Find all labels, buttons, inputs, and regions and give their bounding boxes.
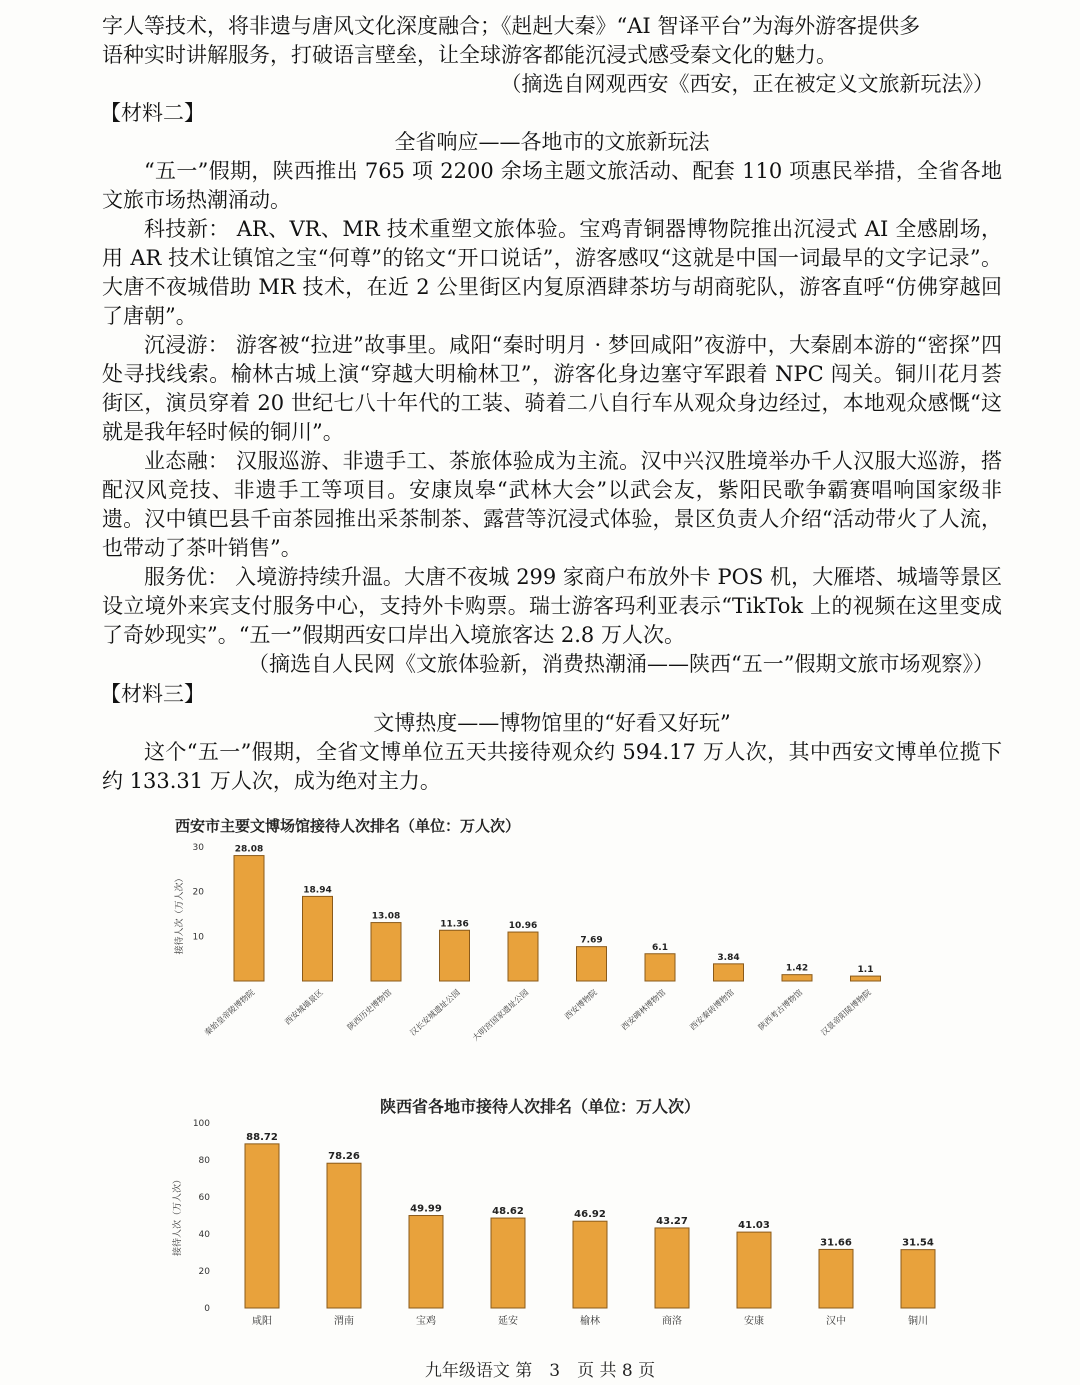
material2-heading: 全省响应——各地市的文旅新玩法 [394,130,710,154]
chart1-bar [508,932,538,981]
chart2-category-label: 汉中 [826,1316,846,1327]
chart2-bar [245,1144,279,1308]
chart2-bar [327,1163,361,1308]
chart2-category-label: 宝鸡 [416,1316,436,1327]
chart1-category-label: 秦始皇帝陵博物院 [202,987,257,1038]
chart2-bar [655,1228,689,1308]
chart2-bar [901,1250,935,1308]
chart2-value-label: 43.27 [656,1215,688,1227]
material2-tech: 科技新： AR、VR、MR 技术重塑文旅体验。宝鸡青铜器博物院推出沉浸式 AI 全感剧场，用 AR 技术让镇馆之宝“何尊”的铭文“开口说话”，游客感叹“这就是中国一词最早的文字记录”。大唐不夜城借助 MR 技术，在近 2 公里街区内复原酒肆茶坊与胡商驼队，游客直呼“仿佛穿越回了唐朝”。 [102,217,1002,328]
chart2-bar [409,1216,443,1308]
chart2-value-label: 31.54 [902,1237,934,1249]
page-footer: 九年级语文 第 3 页 共 8 页 [424,1361,656,1381]
chart1-bar [645,954,675,981]
chart2-bar [573,1221,607,1308]
chart2-category-label: 延安 [498,1316,518,1327]
chart1-category-label: 西安碑林博物馆 [619,987,668,1032]
chart1-ytick: 10 [192,932,204,943]
chart2-category-label: 商洛 [662,1316,682,1327]
chart1-svg [0,835,1080,1095]
chart2-value-label: 48.62 [492,1206,524,1218]
chart2-ytick: 80 [198,1156,210,1166]
chart1-value-label: 1.42 [785,963,809,974]
chart2-value-label: 31.66 [820,1237,852,1249]
chart1-value-label: 13.08 [371,911,401,922]
chart1-category-label: 陕西历史博物馆 [345,987,394,1032]
chart1-category-label: 大明宫国家遗址公园 [470,987,531,1043]
chart2-category-label: 铜川 [908,1316,928,1327]
chart1-ytick: 20 [192,887,204,898]
chart1-title: 西安市主要文博场馆接待人次排名（单位：万人次） [175,817,521,835]
chart1-bar [303,896,333,981]
chart2-value-label: 46.92 [574,1209,606,1221]
material3 [102,680,1002,796]
material3-heading: 文博热度——博物馆里的“好看又好玩” [373,711,731,735]
material2-intro: “五一”假期，陕西推出 765 项 2200 余场主题文旅活动、配套 110 项惠民举措，全省各地文旅市场热潮涌动。 [102,159,1002,212]
material1-line2: 语种实时讲解服务，打破语言壁垒，让全球游客都能沉浸式感受秦文化的魅力。 [102,43,837,67]
material1-source: （摘选自网观西安《西安，正在被定义文旅新玩法》） [500,72,994,96]
chart1-category-label: 汉景帝阳陵博物院 [819,987,873,1038]
material3-tag: 【材料三】 [100,682,205,706]
chart1-bar [440,930,470,981]
chart2-bar [819,1249,853,1308]
chart2-value-label: 49.99 [410,1203,442,1215]
chart1-value-label: 11.36 [440,919,469,930]
chart2-ytick: 100 [192,1119,210,1129]
chart2-value-label: 41.03 [738,1220,770,1232]
chart2-ytick: 60 [198,1193,210,1203]
chart1-bar [782,975,812,981]
chart1-value-label: 18.94 [303,885,332,896]
chart2-value-label: 88.72 [246,1131,278,1143]
material2-fusion: 业态融： 汉服巡游、非遗手工、茶旅体验成为主流。汉中兴汉胜境举办千人汉服大巡游，搭配汉风竞技、非遗手工等项目。安康岚皋“武林大会”以武会友，紫阳民歌争霸赛唱响国家级非遗。汉中镇巴县千亩茶园推出采茶制茶、露营等沉浸式体验，景区负责人介绍“活动带火了人流，也带动了茶叶销售”。 [102,449,1002,560]
material2-service: 服务优： 入境游持续升温。大唐不夜城 299 家商户布放外卡 POS 机，大雁塔、城墙等景区设立境外来宾支付服务中心，支持外卡购票。瑞士游客玛利亚表示“TikTok 上的视频在这里变成了奇妙现实”。“五一”假期西安口岸出入境旅客达 2.8 万人次。 [102,565,1002,647]
chart1-value-label: 3.84 [717,952,740,963]
chart2-ytick: 40 [198,1230,210,1240]
chart1-bar [851,976,881,981]
chart2-title: 陕西省各地市接待人次排名（单位：万人次） [379,1097,700,1116]
material2-tag: 【材料二】 [100,101,205,125]
material2 [102,99,1002,679]
chart2-svg [0,1118,1080,1348]
chart1-ytick: 30 [192,843,204,853]
material2-immersive: 沉浸游： 游客被“拉进”故事里。咸阳“秦时明月 · 梦回咸阳”夜游中，大秦剧本游的“密探”四处寻找线索。榆林古城上演“穿越大明榆林卫”，游客化身边塞守军跟着 NPC 闯关。铜川花月荟街区，演员穿着 20 世纪七八十年代的工装、骑着二八自行车从观众身边经过，本地观众感慨“这就是我年轻时候的铜川”。 [102,333,1002,444]
material3-intro: 这个“五一”假期，全省文博单位五天共接待观众约 594.17 万人次，其中西安文博单位揽下约 133.31 万人次，成为绝对主力。 [102,740,1002,793]
chart2-category-label: 榆林 [580,1316,600,1327]
chart1-category-label: 西安博物院 [563,987,599,1022]
chart1-category-label: 汉长安城遗址公园 [408,987,462,1038]
material1-tail [102,12,1002,99]
chart1-bar [577,947,607,981]
chart1-category-label: 西安秦砖博物馆 [688,987,736,1032]
chart2-ylabel: 接待人次（万人次） [173,1174,183,1257]
chart2-bar [491,1218,525,1308]
chart1-bar [371,923,401,981]
chart2-bar [737,1232,771,1308]
chart1-value-label: 1.1 [857,965,874,976]
chart2-value-label: 78.26 [328,1151,360,1163]
chart2-category-label: 安康 [744,1316,764,1327]
chart1-value-label: 6.1 [652,942,668,953]
chart1-category-label: 西安城墙景区 [283,987,325,1027]
chart1-value-label: 7.69 [580,935,603,946]
chart1-bar [234,856,264,981]
chart1-value-label: 28.08 [234,844,264,855]
chart2-category-label: 渭南 [334,1316,354,1327]
chart1-category-label: 陕西考古博物馆 [756,987,805,1032]
chart1-ylabel: 接待人次（万人次） [175,873,185,955]
material1-line1: 字人等技术，将非遗与唐风文化深度融合；《赳赳大秦》“AI 智译平台”为海外游客提供多 [102,14,921,38]
chart2-ytick: 20 [198,1267,210,1277]
chart1-bar [714,964,744,981]
chart2-category-label: 咸阳 [252,1316,272,1327]
chart1-value-label: 10.96 [508,921,538,932]
material2-source: （摘选自人民网《文旅体验新，消费热潮涌——陕西“五一”假期文旅市场观察》） [248,652,994,676]
chart2-ytick: 0 [204,1304,210,1314]
